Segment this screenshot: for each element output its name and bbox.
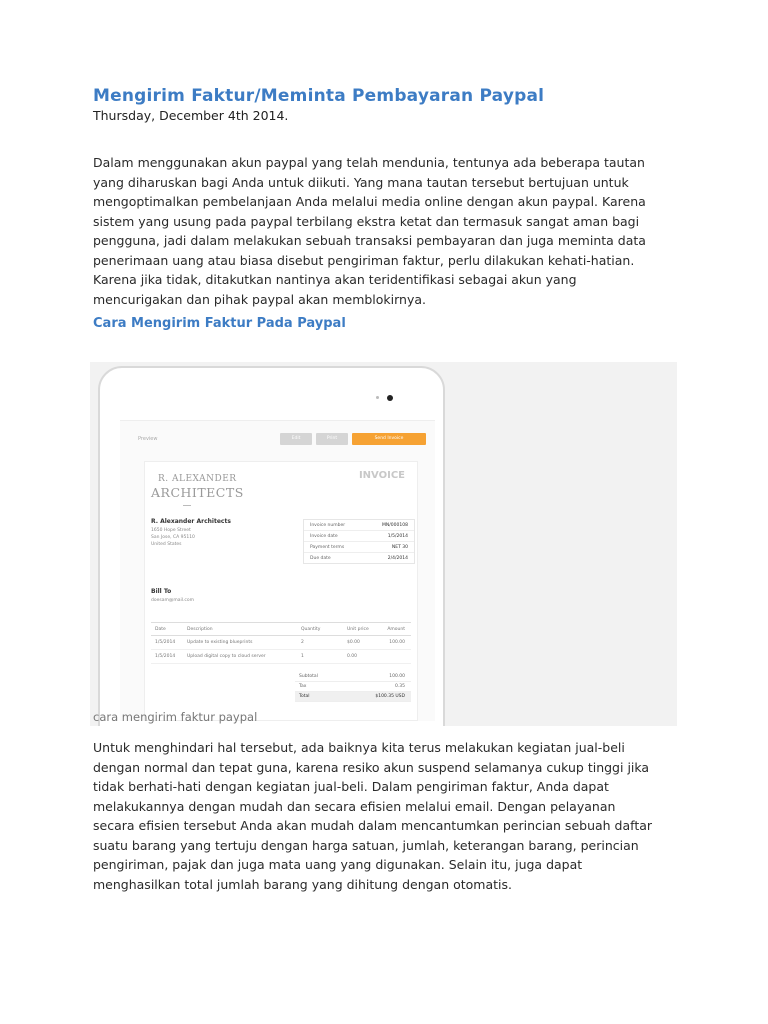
bill-to-label: Bill To bbox=[151, 588, 172, 595]
cell-description: Upload digital copy to cloud server bbox=[187, 654, 266, 659]
table-row bbox=[151, 636, 411, 650]
text-line: secara efisien tersebut Anda akan mudah dalam mencantumkan perincian sebuah daftar bbox=[93, 818, 653, 833]
cell-date: 1/5/2014 bbox=[155, 654, 176, 659]
column-header-amount: Amount bbox=[387, 627, 405, 632]
totals-row bbox=[295, 692, 411, 702]
meta-value: 2/4/2014 bbox=[387, 556, 408, 561]
preview-label: Preview bbox=[138, 436, 158, 442]
column-header-quantity: Quantity bbox=[301, 627, 321, 632]
column-header-description: Description bbox=[187, 627, 213, 632]
paragraph-body bbox=[93, 738, 683, 894]
totals-value: $100.35 USD bbox=[375, 694, 405, 699]
totals-key: Total bbox=[299, 694, 310, 699]
tablet-sensor bbox=[376, 396, 379, 399]
table-header bbox=[151, 622, 411, 636]
meta-key: Invoice number bbox=[310, 523, 346, 528]
text-line: pengiriman, pajak dan juga mata uang yang digunakan. Selain itu, juga dapat bbox=[93, 857, 583, 872]
text-line: yang diharuskan bagi Anda untuk diikuti. Yang mana tautan tersebut bertujuan untuk bbox=[93, 174, 629, 190]
text-line: sistem yang usung pada paypal terbilang ekstra ketat dan termasuk sangat aman bagi bbox=[93, 213, 640, 229]
meta-value: 1/5/2014 bbox=[387, 534, 408, 539]
tablet-screen bbox=[120, 420, 435, 721]
text-line: Dalam menggunakan akun paypal yang telah mendunia, tentunya ada beberapa tautan bbox=[93, 155, 645, 170]
figure-caption: cara mengirim faktur paypal bbox=[93, 710, 258, 724]
meta-key: Due date bbox=[310, 556, 331, 561]
text-line: melakukannya dengan mudah dan secara efisien melalui email. Dengan pelayanan bbox=[93, 798, 616, 814]
cell-unit-price: 0.00 bbox=[347, 654, 358, 659]
invoice-figure bbox=[90, 362, 677, 726]
table-row bbox=[151, 650, 411, 664]
meta-key: Payment terms bbox=[310, 545, 345, 550]
cell-amount: 100.00 bbox=[389, 640, 405, 645]
company-logo-line1: R. ALEXANDER bbox=[158, 474, 237, 484]
column-header-unit-price: Unit price bbox=[347, 627, 369, 632]
tablet-image bbox=[98, 366, 445, 726]
invoice-document bbox=[144, 461, 418, 721]
text-line: menghasilkan total jumlah barang yang dihitung dengan otomatis. bbox=[93, 876, 512, 892]
line-items-table bbox=[151, 622, 411, 664]
edit-button: Edit bbox=[280, 433, 312, 445]
cell-quantity: 2 bbox=[301, 640, 304, 645]
invoice-tag: INVOICE bbox=[358, 470, 405, 481]
meta-value: MN/000108 bbox=[382, 523, 408, 528]
address-line: 1650 Hope Street bbox=[151, 528, 191, 533]
print-button: Print bbox=[316, 433, 348, 445]
article-date: Thursday, December 4th 2014. bbox=[93, 108, 289, 123]
text-line: penerimaan uang atau biasa disebut pengiriman faktur, perlu dilakukan kehati-hatian. bbox=[93, 252, 635, 268]
send-invoice-button: Send Invoice bbox=[352, 433, 426, 445]
meta-row bbox=[304, 520, 414, 531]
logo-divider bbox=[183, 505, 191, 506]
meta-row bbox=[304, 542, 414, 553]
cell-date: 1/5/2014 bbox=[155, 640, 176, 645]
meta-row bbox=[304, 553, 414, 563]
address-line: United States bbox=[151, 542, 182, 547]
cell-description: Update to existing blueprints bbox=[187, 640, 253, 645]
article-title: Mengirim Faktur/Meminta Pembayaran Paypal bbox=[93, 86, 545, 106]
text-line: Karena jika tidak, ditakutkan nantinya akan teridentifikasi sebagai akun yang bbox=[93, 272, 577, 287]
address-line: San Jose, CA 95110 bbox=[151, 535, 195, 540]
text-line: tidak berhati-hati dengan kegiatan jual-beli. Dalam pengiriman faktur, Anda dapat bbox=[93, 779, 609, 794]
text-line: mencurigakan dan pihak paypal akan memblokirnya. bbox=[93, 291, 427, 307]
text-line: mengoptimalkan pembelanjaan Anda melalui media online dengan akun paypal. Karena bbox=[93, 194, 646, 209]
meta-row bbox=[304, 531, 414, 542]
column-header-date: Date bbox=[155, 627, 166, 632]
totals-key: Tax bbox=[299, 684, 307, 689]
text-line: pengguna, jadi dalam melakukan sebuah transaksi pembayaran dan juga meminta data bbox=[93, 233, 646, 248]
text-line: suatu barang yang tertuju dengan harga satuan, jumlah, keterangan barang, perincian bbox=[93, 837, 639, 853]
text-line: Untuk menghindari hal tersebut, ada baiknya kita terus melakukan kegiatan jual-beli bbox=[93, 740, 625, 755]
totals-row bbox=[295, 682, 411, 692]
section-heading: Cara Mengirim Faktur Pada Paypal bbox=[93, 316, 346, 331]
cell-unit-price: $0.00 bbox=[347, 640, 360, 645]
meta-key: Invoice date bbox=[310, 534, 338, 539]
bill-to-email: doesam@mail.com bbox=[151, 598, 195, 603]
cell-quantity: 1 bbox=[301, 654, 304, 659]
totals-value: 100.00 bbox=[389, 674, 405, 679]
totals-key: Subtotal bbox=[299, 674, 318, 679]
meta-value: NET 30 bbox=[391, 545, 408, 550]
totals-row bbox=[295, 672, 411, 682]
totals-table bbox=[295, 672, 411, 702]
tablet-camera bbox=[387, 395, 393, 401]
company-logo-line2: ARCHITECTS bbox=[151, 485, 244, 500]
company-name: R. Alexander Architects bbox=[151, 518, 231, 525]
invoice-meta-table bbox=[303, 519, 415, 564]
text-line: dengan normal dan tepat guna, karena resiko akun suspend selamanya cukup tinggi jika bbox=[93, 759, 650, 775]
paragraph-intro bbox=[93, 153, 683, 309]
totals-value: 0.35 bbox=[394, 684, 405, 689]
